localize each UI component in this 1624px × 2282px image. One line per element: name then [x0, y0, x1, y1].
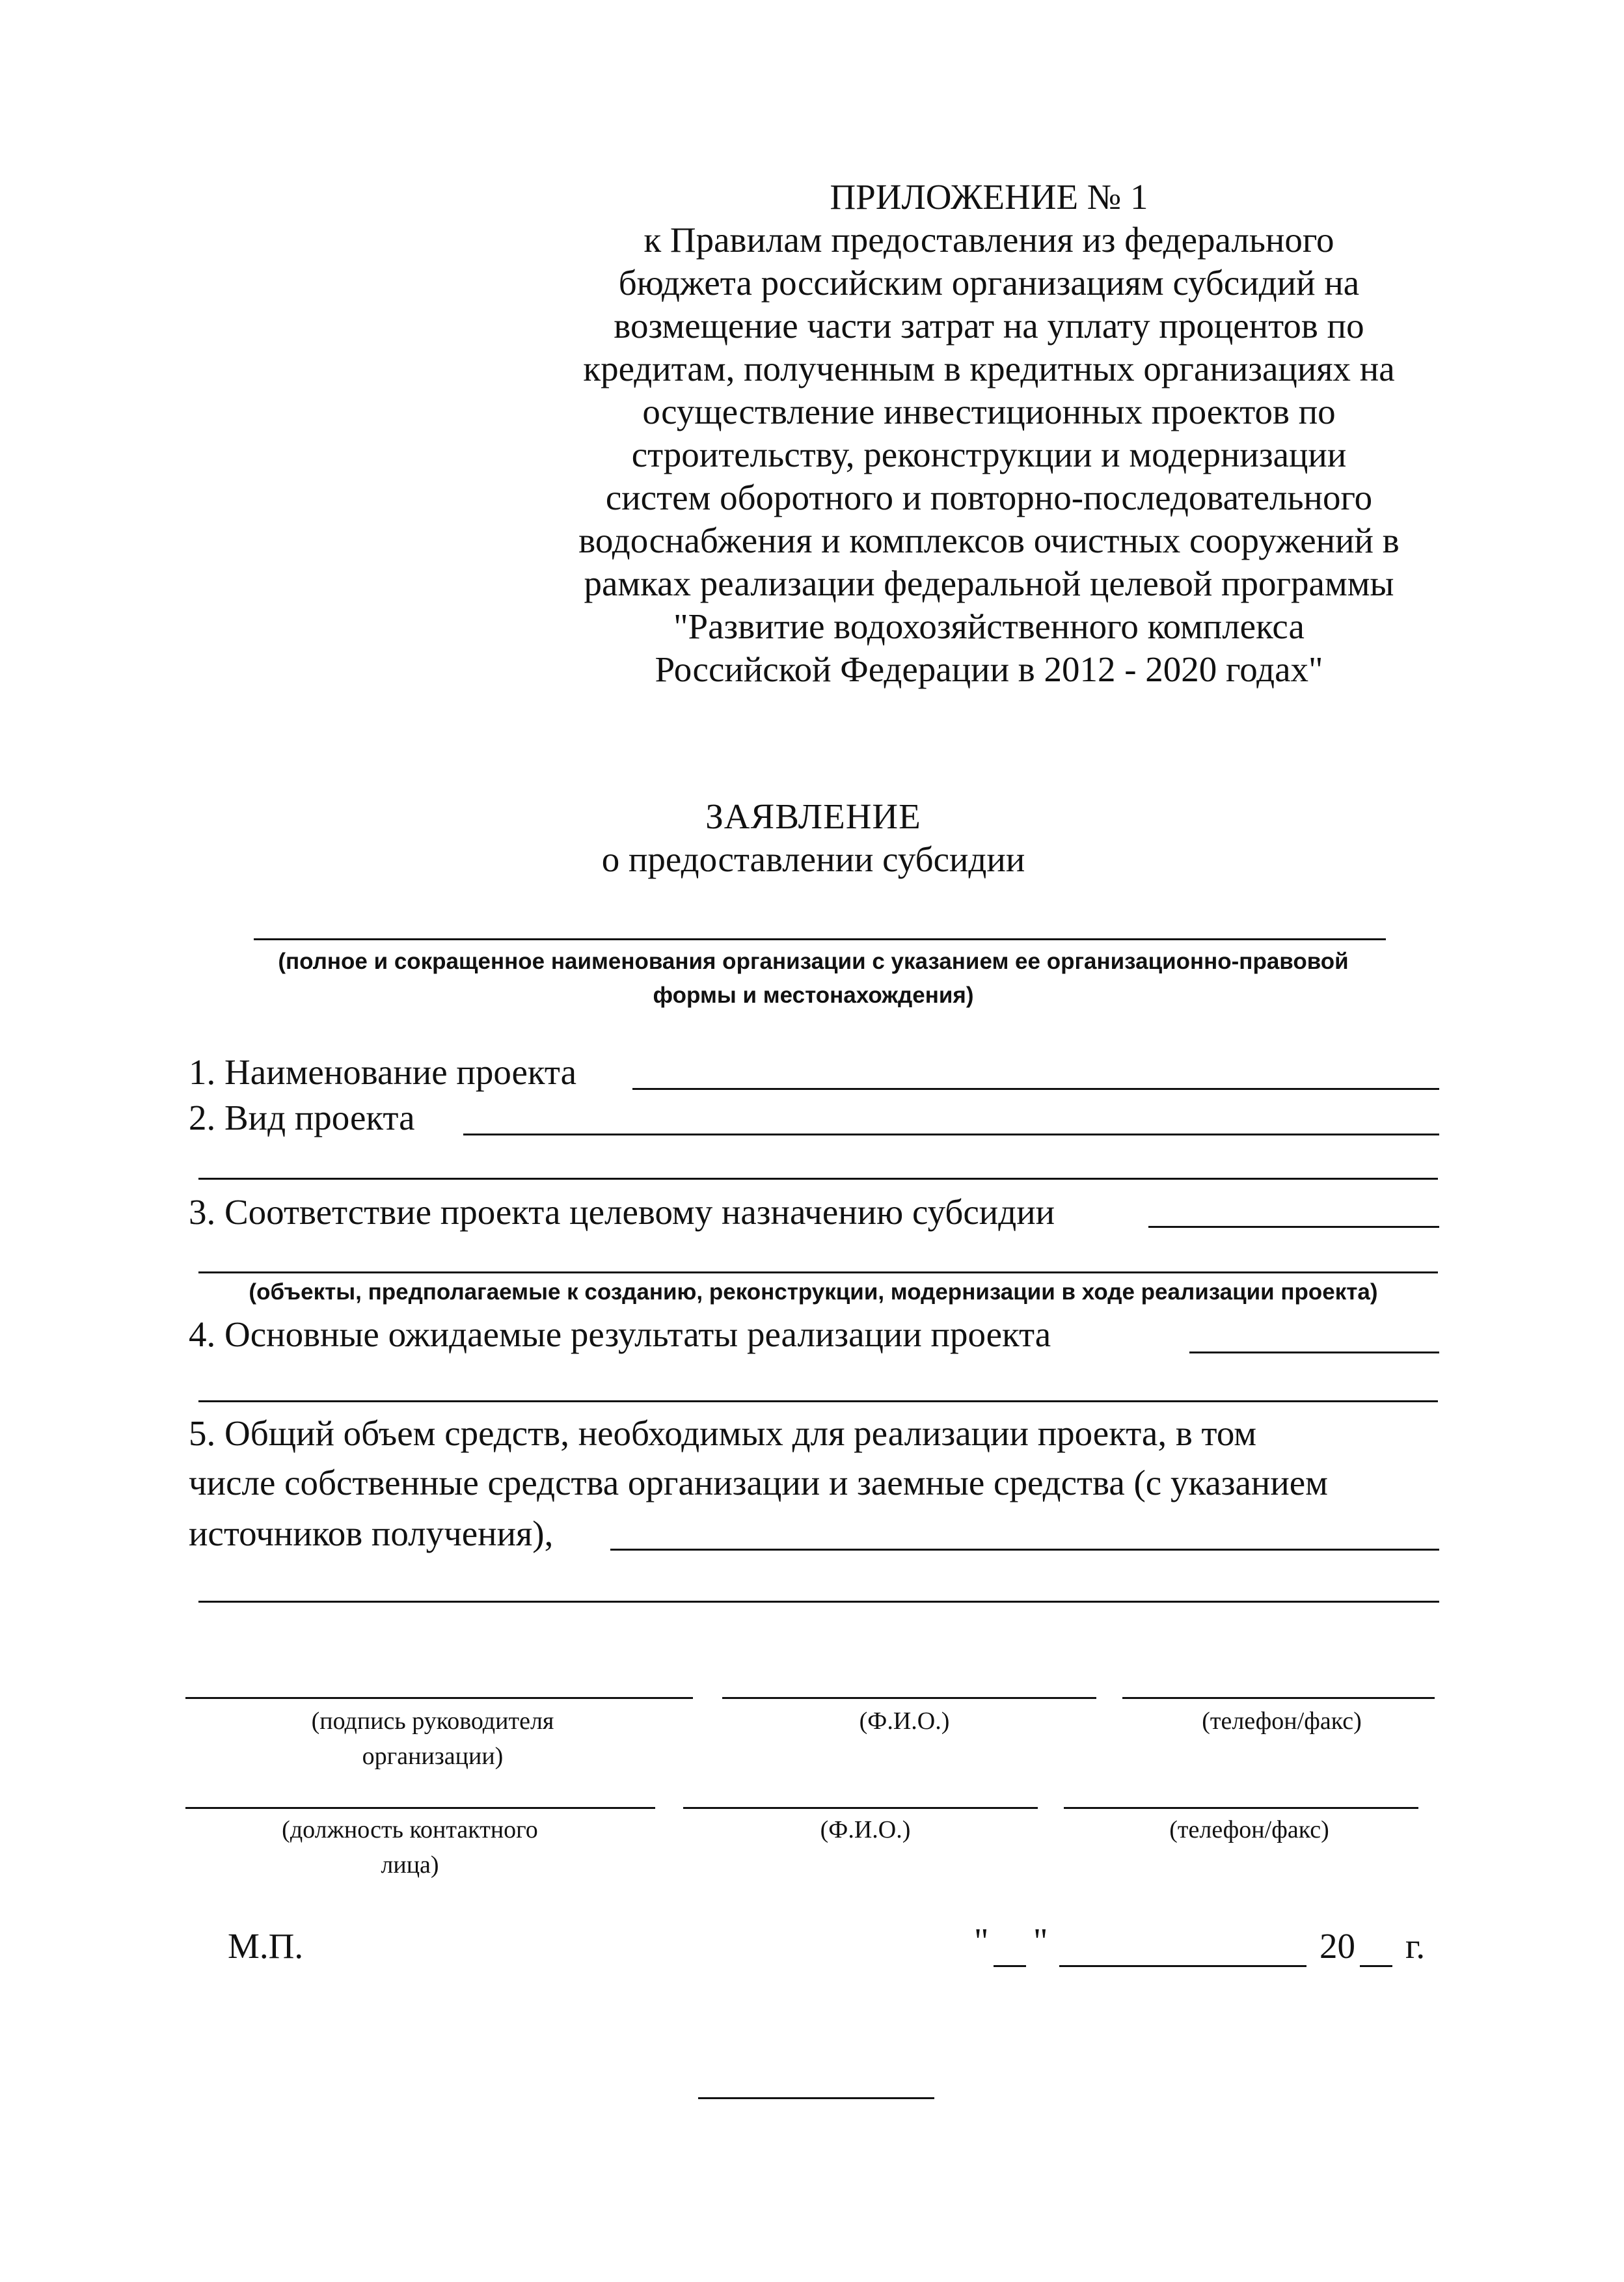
- stamp-placeholder: М.П.: [228, 1926, 304, 1966]
- date-day-field[interactable]: [994, 1965, 1026, 1967]
- appendix-line: осуществление инвестиционных проектов по: [642, 392, 1336, 431]
- form-title-block: [566, 795, 1061, 881]
- appendix-header: [534, 176, 1444, 691]
- organization-name-field[interactable]: [254, 938, 1386, 940]
- appendix-line: систем оборотного и повторно-последовательного: [605, 478, 1373, 517]
- appendix-line: к Правилам предоставления из федерального: [643, 220, 1334, 260]
- director-signature-caption: [250, 1704, 615, 1774]
- caption-line: (должность контактного: [282, 1816, 538, 1843]
- appendix-heading: ПРИЛОЖЕНИЕ № 1: [830, 177, 1148, 217]
- date-year-prefix: 20: [1320, 1926, 1355, 1966]
- funding-field[interactable]: [610, 1549, 1439, 1551]
- appendix-line: строительству, реконструкции и модернизации: [631, 435, 1347, 474]
- director-name-caption: (Ф.И.О.): [859, 1707, 950, 1735]
- director-phone-field[interactable]: [1122, 1697, 1435, 1699]
- contact-name-caption: (Ф.И.О.): [820, 1816, 911, 1843]
- contact-position-caption: [215, 1812, 605, 1882]
- appendix-line: рамках реализации федеральной целевой программы: [584, 564, 1394, 603]
- item-funding-line: числе собственные средства организации и заемные средства (с указанием: [189, 1463, 1328, 1502]
- appendix-line: кредитам, полученным в кредитных организациях на: [583, 349, 1395, 388]
- appendix-line: Российской Федерации в 2012 - 2020 годах": [655, 649, 1323, 689]
- date-year-suffix: г.: [1405, 1926, 1426, 1966]
- form-title: ЗАЯВЛЕНИЕ: [705, 796, 921, 836]
- date-month-field[interactable]: [1059, 1965, 1306, 1967]
- item-project-type-label: 2. Вид проекта: [189, 1098, 415, 1137]
- contact-phone-caption: (телефон/факс): [1169, 1816, 1329, 1843]
- caption-line: лица): [381, 1851, 439, 1879]
- caption-line: организации): [362, 1743, 504, 1770]
- director-name-field[interactable]: [722, 1697, 1096, 1699]
- item-funding-line: 5. Общий объем средств, необходимых для реализации проекта, в том: [189, 1413, 1257, 1453]
- project-name-field[interactable]: [632, 1088, 1439, 1090]
- funding-field-continued[interactable]: [198, 1601, 1439, 1603]
- project-type-field[interactable]: [463, 1134, 1439, 1135]
- director-phone-caption: (телефон/факс): [1202, 1707, 1362, 1735]
- date-year-field[interactable]: [1360, 1965, 1392, 1967]
- caption-line: (полное и сокращенное наименования организации с указанием ее организационно-правовой: [278, 949, 1349, 974]
- item-purpose-compliance-label: 3. Соответствие проекта целевому назначению субсидии: [189, 1192, 1055, 1232]
- item-expected-results-label: 4. Основные ожидаемые результаты реализации проекта: [189, 1314, 1051, 1354]
- expected-results-field-continued[interactable]: [198, 1400, 1438, 1402]
- item-funding-line: источников получения),: [189, 1514, 554, 1553]
- caption-line: (подпись руководителя: [311, 1707, 554, 1735]
- purpose-compliance-field-continued[interactable]: [198, 1271, 1438, 1273]
- purpose-compliance-caption: (объекты, предполагаемые к созданию, реконструкции, модернизации в ходе реализации проекта): [249, 1279, 1378, 1305]
- project-type-field-continued[interactable]: [198, 1178, 1438, 1180]
- caption-line: формы и местонахождения): [653, 983, 974, 1008]
- contact-position-field[interactable]: [185, 1807, 655, 1809]
- item-project-name-label: 1. Наименование проекта: [189, 1052, 577, 1092]
- appendix-line: возмещение части затрат на уплату процентов по: [614, 306, 1364, 346]
- contact-name-field[interactable]: [683, 1807, 1038, 1809]
- date-open-quote: ": [974, 1921, 989, 1961]
- form-subtitle: о предоставлении субсидии: [601, 839, 1025, 879]
- appendix-line: бюджета российским организациям субсидий на: [618, 263, 1360, 303]
- director-signature-field[interactable]: [185, 1697, 693, 1699]
- appendix-line: "Развитие водохозяйственного комплекса: [673, 606, 1305, 646]
- expected-results-field[interactable]: [1189, 1352, 1439, 1353]
- closing-divider: [698, 2097, 934, 2099]
- date-close-quote: ": [1033, 1921, 1048, 1961]
- organization-name-caption: [195, 945, 1431, 1012]
- appendix-line: водоснабжения и комплексов очистных сооружений в: [578, 521, 1400, 560]
- purpose-compliance-field[interactable]: [1148, 1226, 1439, 1228]
- contact-phone-field[interactable]: [1064, 1807, 1418, 1809]
